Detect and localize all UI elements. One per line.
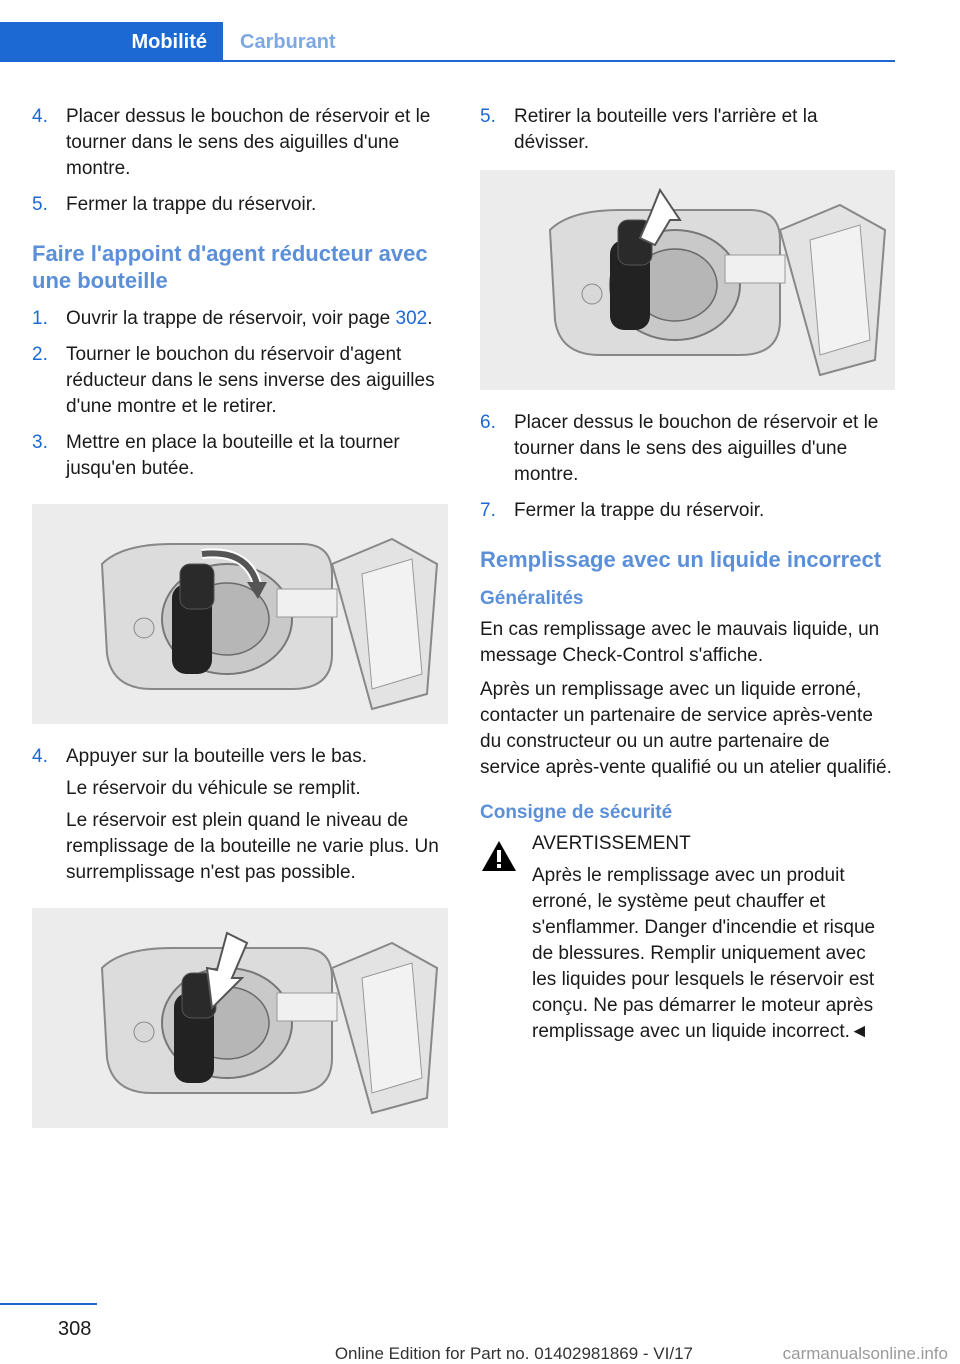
step-6 — [480, 410, 895, 488]
paragraph-check-control: En cas remplissage avec le mauvais liquide, un message Check-Control s'affiche. — [480, 619, 880, 666]
step-number: 4. — [32, 746, 48, 767]
page-link-302[interactable]: 302 — [395, 308, 428, 329]
step-number: 6. — [480, 412, 496, 433]
section-heading-bottle-refill: Faire l'appoint d'agent réducteur avec une bouteille — [32, 241, 428, 293]
warning-title: AVERTISSEMENT — [532, 833, 691, 854]
step-text: Mettre en place la bouteille et la tourner jusqu'en butée. — [66, 432, 400, 479]
subheading-general: Généralités — [480, 588, 584, 609]
illustration-bottle-push — [32, 908, 448, 1128]
illustration-bottle-rotate — [32, 504, 448, 724]
edition-note: Online Edition for Part no. 01402981869 - VI/17 — [334, 1344, 693, 1363]
step-text: Placer dessus le bouchon de réservoir et le tourner dans le sens des aiguilles d'une montre. — [514, 412, 879, 485]
step-7 — [480, 498, 895, 524]
step-2 — [32, 342, 448, 420]
illustration-bottle-remove — [480, 170, 895, 390]
step-number: 4. — [32, 106, 48, 127]
header-tabs — [0, 0, 895, 64]
warning-triangle-icon — [480, 839, 518, 873]
step-number: 5. — [480, 106, 496, 127]
step-text: Ouvrir la trappe de réservoir, voir page — [66, 308, 396, 329]
tab-carburant[interactable]: Carburant — [240, 30, 336, 53]
warning-block — [480, 831, 895, 1045]
footer-divider — [0, 1303, 97, 1305]
step-4a — [32, 104, 448, 182]
step-number: 7. — [480, 500, 496, 521]
paragraph-contact-service: Après un remplissage avec un liquide erroné, contacter un partenaire de service après-vente du constructeur ou un autre partenaire de service après-vente qualifié ou un atelier qualifié. — [480, 679, 892, 778]
tab-mobilite[interactable]: Mobilité — [0, 22, 223, 62]
step-text: Retirer la bouteille vers l'arrière et la dévisser. — [514, 106, 818, 153]
right-column — [480, 104, 895, 1045]
filler-neck-push-illustration — [32, 908, 448, 1128]
step-3 — [32, 430, 448, 482]
step-4b — [32, 744, 448, 886]
step-note: Le réservoir est plein quand le niveau de remplissage de la bouteille ne varie plus. Un surremplissage n'est pas possible. — [66, 810, 439, 883]
step-text: Fermer la trappe du réservoir. — [514, 500, 765, 521]
watermark: carmanualsonline.info — [782, 1344, 948, 1363]
filler-neck-rotate-illustration — [32, 504, 448, 724]
step-5 — [480, 104, 895, 156]
subheading-safety: Consigne de sécurité — [480, 802, 673, 823]
step-text: Tourner le bouchon du réservoir d'agent réducteur dans le sens inverse des aiguilles d'une montre et le retirer. — [66, 344, 435, 417]
left-column — [32, 104, 448, 1148]
step-5a — [32, 192, 448, 218]
header-divider — [0, 60, 895, 62]
step-number: 5. — [32, 194, 48, 215]
step-number: 3. — [32, 432, 48, 453]
step-number: 2. — [32, 344, 48, 365]
warning-text: Après le remplissage avec un produit erroné, le système peut chauffer et s'enflammer. Danger d'incendie et risque de blessures. Remplir uniquement avec les liquides pour lesquels le réservoir est conçu. Ne pas démarrer le moteur après remplissage avec un liquide incorrect.◄ — [532, 865, 876, 1042]
step-1 — [32, 306, 448, 332]
step-note: Le réservoir du véhicule se remplit. — [66, 778, 361, 799]
step-number: 1. — [32, 308, 48, 329]
section-heading-incorrect-fluid: Remplissage avec un liquide incorrect — [480, 547, 882, 572]
step-text: Placer dessus le bouchon de réservoir et le tourner dans le sens des aiguilles d'une montre. — [66, 106, 431, 179]
step-text-end: . — [427, 308, 433, 329]
page-number: 308 — [58, 1318, 92, 1340]
step-text: Appuyer sur la bouteille vers le bas. — [66, 746, 367, 767]
filler-neck-remove-illustration — [480, 170, 895, 390]
step-text: Fermer la trappe du réservoir. — [66, 194, 317, 215]
